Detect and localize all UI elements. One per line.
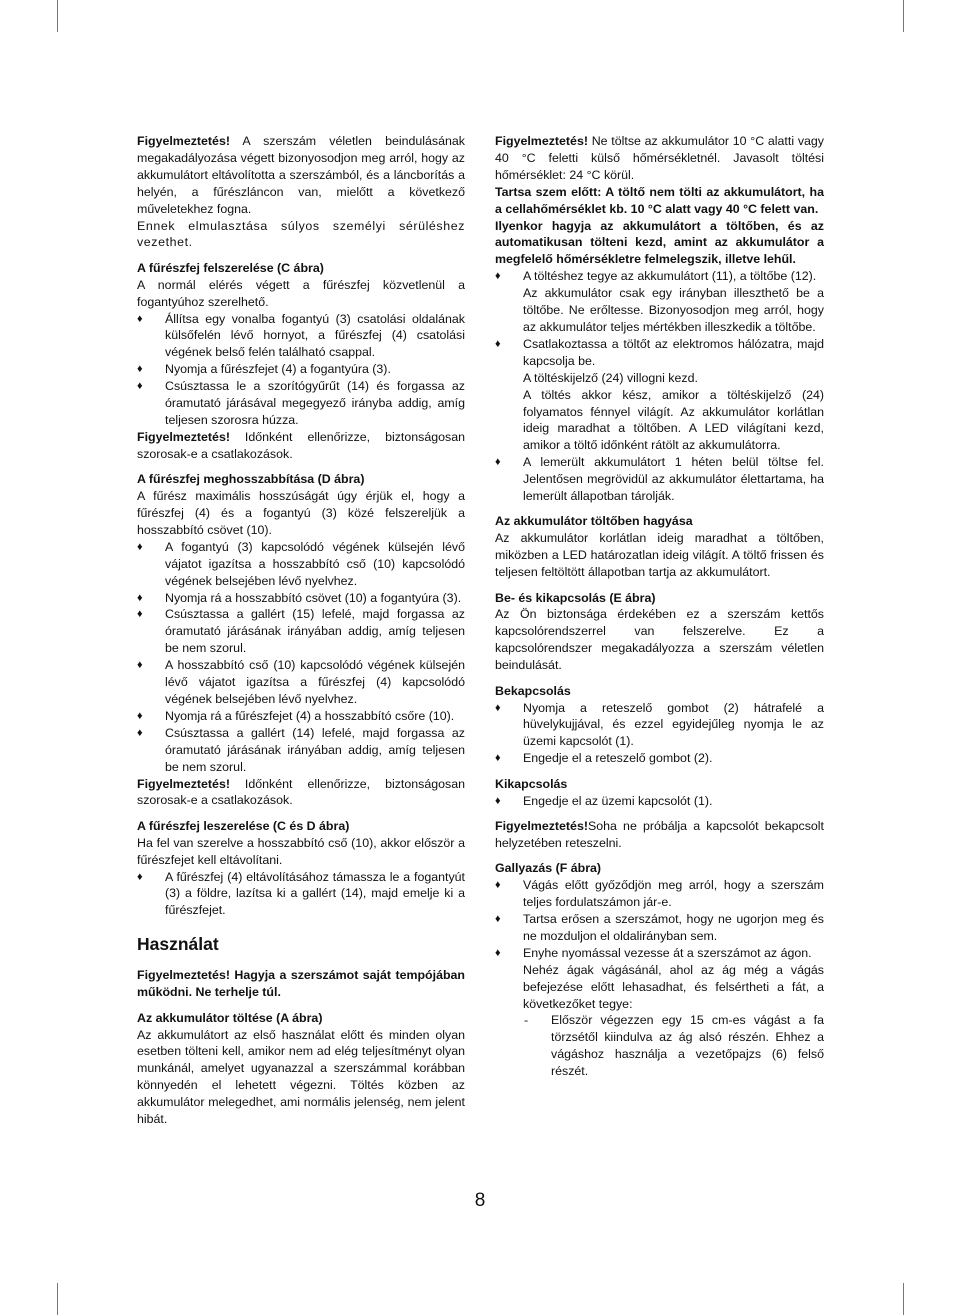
mount-intro: A normál elérés végett a fűrészfej közvetlenül a fogantyúhoz szerelhető. [137,277,465,309]
list-item-text: Csúsztassa le a szorítógyűrűt (14) és forgassa az óramutató járásával megegyező irányba addig, amíg teljesen szorosra húzza. [165,379,465,427]
list-item-text: A töltéshez tegye az akkumulátort (11), a töltőbe (12). [523,269,817,284]
onoff-text: Az Ön biztonsága érdekében ez a szerszám kettős kapcsolórendszerrel van felszerelve. Ez a kapcsolórendszer megakadályozza a szerszám véletlen beindulását. [495,607,824,673]
diamond-bullet-icon: ♦ [495,456,501,469]
diamond-bullet-icon: ♦ [495,701,501,714]
list-item-detail: Nehéz ágak vágásánál, ahol az ág még a vágás befejezése előtt lehasadhat, és felsértheti a fát, a következőket tegye: [523,962,824,1011]
dash-item-text: Először végezzen egy 15 cm-es vágást a fa törzsétől kiindulva az ág alsó részén. Ehhez a vágáshoz használja a vezetőpajzs (6) felső részét. [551,1013,824,1079]
remove-intro: Ha fel van szerelve a hosszabbító cső (10), akkor először a fűrészfejet kell eltávolítani. [137,835,465,867]
diamond-bullet-icon: ♦ [137,540,143,553]
heading-onoff: Be- és kikapcsolás (E ábra) [495,590,656,605]
warning-bold: Figyelmeztetés! Hagyja a szerszámot saját tempójában működni. Ne terhelje túl. [137,968,465,1000]
charge-list [495,268,824,505]
extend-intro: A fűrész maximális hosszúságát úgy érjük el, hogy a fűrészfej (4) és a fogantyú (3) közé felszereljük a hosszabbító csövet (10). [137,489,465,537]
list-item [495,945,824,1013]
diamond-bullet-icon: ♦ [495,752,501,765]
list-item-text: Nyomja a reteszelő gombot (2) hátrafelé a hüvelykujjával, és ezzel egyidejűleg nyomja le az üzemi kapcsolót (1). [523,700,824,749]
list-item-detail: Az akkumulátor csak egy irányban illeszthető be a töltőbe. Ne erőltesse. Bizonyosodjon meg arról, hogy az akkumulátor teljes mértékben illeszkedik a töltőbe. [523,286,824,334]
list-item [137,869,465,920]
diamond-bullet-icon: ♦ [137,312,143,325]
page-number: 8 [474,1190,486,1211]
heading-remove: A fűrészfej leszerelése (C és D ábra) [137,818,350,833]
list-item [495,793,824,810]
warning-consequence: Ennek elmulasztása súlyos személyi sérüléshez vezethet. [137,218,465,250]
list-item [137,725,465,776]
list-item [137,606,465,657]
warning-paragraph [495,818,824,852]
diamond-bullet-icon: ♦ [495,912,501,925]
list-item [137,361,465,378]
diamond-bullet-icon: ♦ [495,946,501,959]
list-item-text: A hosszabbító cső (10) kapcsolódó végének külsején lévő vájatot igazítsa a fűrészfej (4) kapcsolódó végének belsejében lévő nyelvhez. [165,658,465,706]
list-item-text: Csúsztassa a gallért (14) lefelé, majd forgassa az óramutató járásának irányában addig, amíg teljesen be nem szorul. [165,725,465,774]
heading-charge: Az akkumulátor töltése (A ábra) [137,1010,323,1025]
list-item [137,539,465,590]
warning-text: Időnként ellenőrizze, biztonságosan szorosak-e a csatlakozások. [137,429,465,461]
leave-text: Az akkumulátor korlátlan ideig maradhat a töltőben, miközben a LED határozatlan ideig világít. A töltő frissen és teljesen feltöltött állapotban tartja az akkumulátort. [495,531,824,580]
warning-paragraph [137,133,465,218]
list-item-text: Enyhe nyomással vezesse át a szerszámot az ágon. [523,945,812,960]
crop-mark [57,1283,58,1315]
list-item [495,336,824,454]
list-item [137,657,465,708]
list-item [137,708,465,725]
diamond-bullet-icon: ♦ [137,726,143,739]
list-item [495,700,824,751]
list-item-detail: A töltés akkor kész, amikor a töltéskijelző (24) folyamatos fénnyel világít. Az akkumulátor korlátlan ideig maradhat a töltőben. A LED világítani kezd, amikor a töltő időnként rátölt az akkumulátorra. [523,387,824,453]
diamond-bullet-icon: ♦ [137,870,143,883]
crop-mark [903,1283,904,1315]
diamond-bullet-icon: ♦ [495,337,501,350]
warning-label: Figyelmeztetés! [495,818,588,833]
list-item-text: Nyomja rá a hosszabbító csövet (10) a fogantyúra (3). [165,590,462,605]
warning-label: Figyelmeztetés! [137,429,230,444]
warning-paragraph [495,133,824,184]
list-item-text: Nyomja a fűrészfejet (4) a fogantyúra (3). [165,362,391,377]
charge-intro: Az akkumulátort az első használat előtt és minden olyan esetben tölteni kell, amikor nem ad elég teljesítményt olyan munkánál, amelyet ugyanazzal a szerszámmal korábban könnyedén el lehetett végezni. Töltés közben az akkumulátor melegedhet, ami normális jelenség, nem jelent hibát. [137,1027,465,1127]
list-item-text: A fogantyú (3) kapcsolódó végének külsején lévő vájatot igazítsa a hosszabbító cső (10) kapcsolódó végének belsejében lévő nyelvhez. [165,539,465,588]
diamond-bullet-icon: ♦ [137,608,143,621]
warning-text: Időnként ellenőrizze, biztonságosan szorosak-e a csatlakozások. [137,776,465,808]
diamond-bullet-icon: ♦ [495,794,501,807]
dash-item [495,1012,824,1080]
warning-paragraph [137,429,465,463]
crop-mark [57,0,58,32]
dash-bullet-icon: - [524,1013,529,1028]
heading-extend: A fűrészfej meghosszabbítása (D ábra) [137,472,365,487]
extend-list [137,539,465,776]
heading-leave: Az akkumulátor töltőben hagyása [495,514,693,529]
diamond-bullet-icon: ♦ [137,380,143,393]
warning-text: Soha ne próbálja a kapcsolót bekapcsolt helyzetében reteszelni. [495,818,824,850]
temperature-note-2: Ilyenkor hagyja az akkumulátort a töltőben, és az automatikusan tölteni kezd, amint az akkumulátor a megfelelő hőmérsékletre felmelegszik, illetve lehűl. [495,218,824,267]
list-item [495,268,824,336]
list-item-text: A lemerült akkumulátort 1 héten belül töltse fel. Jelentősen megrövidül az akkumulátor élettartama, ha lemerült állapotban tárolják. [523,455,824,504]
on-list [495,700,824,768]
list-item-text: Csúsztassa a gallért (15) lefelé, majd forgassa az óramutató járásának irányában addig, amíg teljesen be nem szorul. [165,607,465,656]
diamond-bullet-icon: ♦ [137,363,143,376]
temperature-note: Tartsa szem előtt: A töltő nem tölti az akkumulátort, ha a cellahőmérséklet kb. 10 °C alatt vagy 40 °C felett van. [495,184,824,216]
list-item-text: A fűrészfej (4) eltávolításához támassza le a fogantyút (3) a földre, lazítsa ki a gallért (14), majd emelje ki a fűrészfejet. [165,869,465,918]
list-item-text: Állítsa egy vonalba fogantyú (3) csatolási oldalának külsőfelén lévő hornyot, a fűrészfej (4) csatolási végének belső felén található csappal. [165,311,465,360]
right-column [495,133,824,1080]
warning-text: Ne töltse az akkumulátor 10 °C alatti vagy 40 °C feletti külső hőmérsékletnél. Javasolt töltési hőmérséklet: 24 °C körül. [495,134,824,182]
warning-label: Figyelmeztetés! [495,134,588,148]
list-item [137,378,465,429]
left-column [137,133,465,1128]
diamond-bullet-icon: ♦ [495,270,501,283]
remove-list [137,869,465,920]
diamond-bullet-icon: ♦ [137,709,143,722]
heading-on: Bekapcsolás [495,683,571,698]
off-list [495,793,824,810]
diamond-bullet-icon: ♦ [495,879,501,892]
heading-prune: Gallyazás (F ábra) [495,861,602,876]
list-item-text: Engedje el az üzemi kapcsolót (1). [523,793,713,808]
list-item [495,750,824,767]
list-item-text: Vágás előtt győződjön meg arról, hogy a szerszám teljes fordulatszámon jár-e. [523,878,824,910]
heading-mount: A fűrészfej felszerelése (C ábra) [137,260,324,275]
list-item-text: Nyomja rá a fűrészfejet (4) a hosszabbító csőre (10). [165,708,455,723]
section-title-use: Használat [137,934,219,955]
mount-list [137,311,465,429]
warning-paragraph [137,776,465,810]
warning-label: Figyelmeztetés! [137,776,230,791]
list-item-detail: A töltéskijelző (24) villogni kezd. [523,370,698,385]
warning-label: Figyelmeztetés! [137,134,230,148]
list-item-text: Csatlakoztassa a töltőt az elektromos hálózatra, majd kapcsolja be. [523,336,824,368]
list-item [137,311,465,362]
list-item-text: Tartsa erősen a szerszámot, hogy ne ugorjon meg és ne mozduljon el oldalirányban sem. [523,911,824,943]
warning-text: A szerszám véletlen beindulásának megakadályozása végett bizonyosodjon meg arról, hogy az akkumulátort eltávolította a szerszámból, és a láncborítás a helyén, a fűrészláncon van, mielőtt a következő műveletekhez fogna. [137,134,465,216]
list-item [495,877,824,911]
diamond-bullet-icon: ♦ [137,591,143,604]
list-item [495,911,824,945]
crop-mark [903,0,904,32]
prune-list [495,877,824,1012]
list-item [495,454,824,505]
list-item-text: Engedje el a reteszelő gombot (2). [523,751,713,766]
heading-off: Kikapcsolás [495,776,568,791]
list-item [137,590,465,607]
diamond-bullet-icon: ♦ [137,659,143,672]
